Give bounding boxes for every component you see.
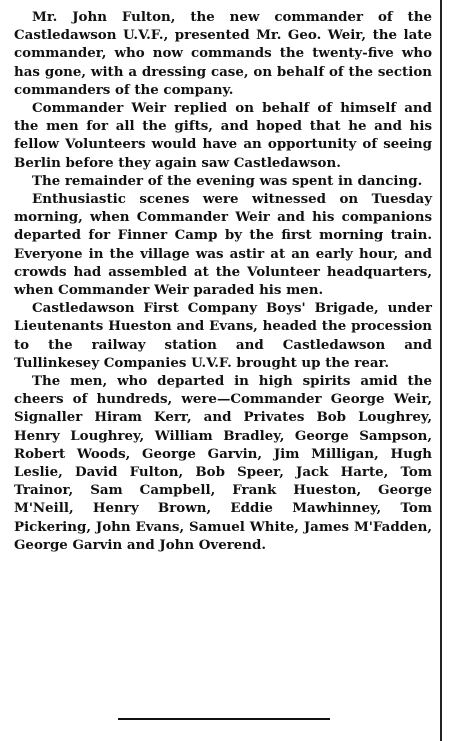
paragraph-procession: Castledawson First Company Boys' Brigade, under Lieutenants Hueston and Evans, headed the procession to the railway station and Castledawson and Tullinkesey Companies U.V.F. brought up the rear. bbox=[14, 300, 432, 371]
scan-edge-line bbox=[440, 0, 442, 741]
article-column bbox=[14, 8, 432, 554]
closing-rule bbox=[118, 718, 330, 720]
paragraph-reply: Commander Weir replied on behalf of himself and the men for all the gifts, and hoped that he and his fellow Volunteers would have an opportunity of seeing Berlin before they again saw Castledawson. bbox=[14, 100, 432, 171]
paragraph-roll-of-men: The men, who departed in high spirits amid the cheers of hundreds, were—Commander George Weir, Signaller Hiram Kerr, and Privates Bob Loughrey, Henry Loughrey, William Bradley, George Sampson, Robert Woods, George Garvin, Jim Milligan, Hugh Leslie, David Fulton, Bob Speer, Jack Harte, Tom Trainor, Sam Campbell, Frank Hueston, George M'Neill, Henry Brown, Eddie Mawhinney, Tom Pickering, John Evans, Samuel White, James M'Fadden, George Garvin and John Overend. bbox=[14, 373, 432, 553]
paragraph-departure: Enthusiastic scenes were witnessed on Tuesday morning, when Commander Weir and his companions departed for Finner Camp by the first morning train. Everyone in the village was astir at an early hour, and crowds had assembled at the Volunteer headquarters, when Commander Weir paraded his men. bbox=[14, 191, 432, 299]
paragraph-dancing: The remainder of the evening was spent in dancing. bbox=[32, 172, 423, 189]
paragraph-presentation: Mr. John Fulton, the new commander of the Castledawson U.V.F., presented Mr. Geo. Weir, the late commander, who now commands the twenty-five who has gone, with a dressing case, on behalf of the section commanders of the company. bbox=[14, 9, 432, 98]
